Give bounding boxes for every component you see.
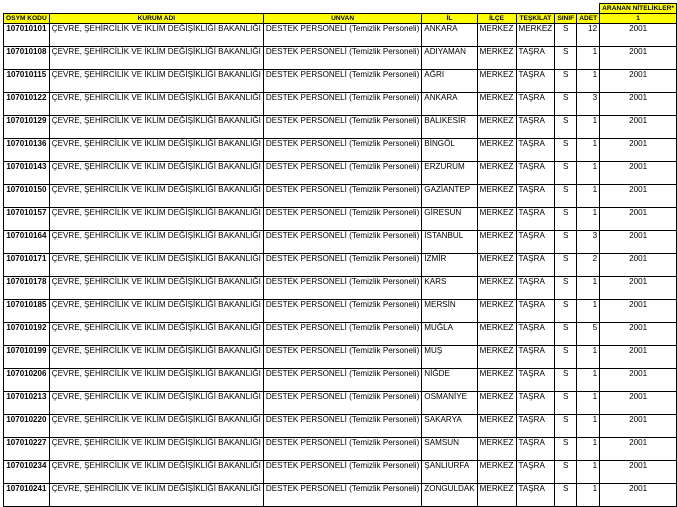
kurum-adi-cell: ÇEVRE, ŞEHİRCİLİK VE İKLİM DEĞİŞİKLİĞİ BAKANLIĞI — [49, 484, 263, 507]
teskilat-cell: TAŞRA — [516, 208, 555, 231]
il-cell: MUŞ — [422, 346, 477, 369]
osym-kodu-cell: 107010171 — [4, 254, 50, 277]
osym-kodu-cell: 107010213 — [4, 392, 50, 415]
sinif-cell: S — [555, 392, 577, 415]
teskilat-cell: TAŞRA — [516, 277, 555, 300]
kurum-adi-cell: ÇEVRE, ŞEHİRCİLİK VE İKLİM DEĞİŞİKLİĞİ BAKANLIĞI — [49, 231, 263, 254]
kurum-adi-cell: ÇEVRE, ŞEHİRCİLİK VE İKLİM DEĞİŞİKLİĞİ BAKANLIĞI — [49, 415, 263, 438]
sinif-cell: S — [555, 346, 577, 369]
kurum-adi-cell: ÇEVRE, ŞEHİRCİLİK VE İKLİM DEĞİŞİKLİĞİ BAKANLIĞI — [49, 369, 263, 392]
adet-cell: 1 — [577, 70, 600, 93]
kurum-adi-cell: ÇEVRE, ŞEHİRCİLİK VE İKLİM DEĞİŞİKLİĞİ BAKANLIĞI — [49, 116, 263, 139]
table-row — [4, 24, 677, 47]
header-aranan-nitelikler: ARANAN NİTELİKLER* — [600, 4, 677, 14]
table-row — [4, 438, 677, 461]
kurum-adi-cell: ÇEVRE, ŞEHİRCİLİK VE İKLİM DEĞİŞİKLİĞİ BAKANLIĞI — [49, 70, 263, 93]
adet-cell: 1 — [577, 47, 600, 70]
ilce-cell: MERKEZ — [477, 116, 516, 139]
adet-cell: 1 — [577, 415, 600, 438]
nitelik-cell: 2001 — [600, 484, 677, 507]
nitelik-cell: 2001 — [600, 323, 677, 346]
table-row — [4, 231, 677, 254]
nitelik-cell: 2001 — [600, 461, 677, 484]
sinif-cell: S — [555, 415, 577, 438]
ilce-cell: MERKEZ — [477, 139, 516, 162]
adet-cell: 1 — [577, 300, 600, 323]
unvan-cell: DESTEK PERSONELİ (Temizlik Personeli) — [263, 116, 421, 139]
nitelik-cell: 2001 — [600, 208, 677, 231]
il-cell: KARS — [422, 277, 477, 300]
adet-cell: 1 — [577, 139, 600, 162]
ilce-cell: MERKEZ — [477, 185, 516, 208]
teskilat-cell: TAŞRA — [516, 254, 555, 277]
header-unvan: UNVAN — [263, 14, 421, 24]
teskilat-cell: TAŞRA — [516, 461, 555, 484]
il-cell: MUĞLA — [422, 323, 477, 346]
kurum-adi-cell: ÇEVRE, ŞEHİRCİLİK VE İKLİM DEĞİŞİKLİĞİ BAKANLIĞI — [49, 277, 263, 300]
table-row — [4, 70, 677, 93]
nitelik-cell: 2001 — [600, 70, 677, 93]
header-adet: ADET — [577, 14, 600, 24]
table-row — [4, 254, 677, 277]
sinif-cell: S — [555, 47, 577, 70]
osym-kodu-cell: 107010199 — [4, 346, 50, 369]
table-row — [4, 369, 677, 392]
nitelik-cell: 2001 — [600, 277, 677, 300]
unvan-cell: DESTEK PERSONELİ (Temizlik Personeli) — [263, 484, 421, 507]
ilce-cell: MERKEZ — [477, 162, 516, 185]
ilce-cell: MERKEZ — [477, 24, 516, 47]
teskilat-cell: TAŞRA — [516, 231, 555, 254]
adet-cell: 1 — [577, 438, 600, 461]
sinif-cell: S — [555, 369, 577, 392]
unvan-cell: DESTEK PERSONELİ (Temizlik Personeli) — [263, 47, 421, 70]
table-row — [4, 139, 677, 162]
teskilat-cell: TAŞRA — [516, 346, 555, 369]
teskilat-cell: TAŞRA — [516, 369, 555, 392]
unvan-cell: DESTEK PERSONELİ (Temizlik Personeli) — [263, 185, 421, 208]
ilce-cell: MERKEZ — [477, 392, 516, 415]
ilce-cell: MERKEZ — [477, 484, 516, 507]
sinif-cell: S — [555, 323, 577, 346]
table-row — [4, 162, 677, 185]
kurum-adi-cell: ÇEVRE, ŞEHİRCİLİK VE İKLİM DEĞİŞİKLİĞİ BAKANLIĞI — [49, 300, 263, 323]
nitelik-cell: 2001 — [600, 24, 677, 47]
header-spacer — [4, 4, 600, 14]
positions-table — [3, 3, 677, 507]
sinif-cell: S — [555, 70, 577, 93]
unvan-cell: DESTEK PERSONELİ (Temizlik Personeli) — [263, 139, 421, 162]
unvan-cell: DESTEK PERSONELİ (Temizlik Personeli) — [263, 415, 421, 438]
il-cell: ADIYAMAN — [422, 47, 477, 70]
adet-cell: 2 — [577, 254, 600, 277]
il-cell: MERSİN — [422, 300, 477, 323]
il-cell: ANKARA — [422, 93, 477, 116]
nitelik-cell: 2001 — [600, 392, 677, 415]
teskilat-cell: TAŞRA — [516, 484, 555, 507]
ilce-cell: MERKEZ — [477, 47, 516, 70]
header-il: İL — [422, 14, 477, 24]
unvan-cell: DESTEK PERSONELİ (Temizlik Personeli) — [263, 162, 421, 185]
nitelik-cell: 2001 — [600, 369, 677, 392]
teskilat-cell: MERKEZ — [516, 24, 555, 47]
sinif-cell: S — [555, 185, 577, 208]
ilce-cell: MERKEZ — [477, 369, 516, 392]
il-cell: SAMSUN — [422, 438, 477, 461]
adet-cell: 1 — [577, 392, 600, 415]
nitelik-cell: 2001 — [600, 438, 677, 461]
il-cell: İSTANBUL — [422, 231, 477, 254]
unvan-cell: DESTEK PERSONELİ (Temizlik Personeli) — [263, 300, 421, 323]
osym-kodu-cell: 107010143 — [4, 162, 50, 185]
unvan-cell: DESTEK PERSONELİ (Temizlik Personeli) — [263, 438, 421, 461]
unvan-cell: DESTEK PERSONELİ (Temizlik Personeli) — [263, 93, 421, 116]
unvan-cell: DESTEK PERSONELİ (Temizlik Personeli) — [263, 24, 421, 47]
il-cell: İZMİR — [422, 254, 477, 277]
kurum-adi-cell: ÇEVRE, ŞEHİRCİLİK VE İKLİM DEĞİŞİKLİĞİ BAKANLIĞI — [49, 254, 263, 277]
osym-kodu-cell: 107010108 — [4, 47, 50, 70]
header-ilce: İLÇE — [477, 14, 516, 24]
teskilat-cell: TAŞRA — [516, 116, 555, 139]
osym-kodu-cell: 107010122 — [4, 93, 50, 116]
table-row — [4, 346, 677, 369]
nitelik-cell: 2001 — [600, 116, 677, 139]
kurum-adi-cell: ÇEVRE, ŞEHİRCİLİK VE İKLİM DEĞİŞİKLİĞİ BAKANLIĞI — [49, 93, 263, 116]
sinif-cell: S — [555, 231, 577, 254]
il-cell: ZONGULDAK — [422, 484, 477, 507]
teskilat-cell: TAŞRA — [516, 139, 555, 162]
unvan-cell: DESTEK PERSONELİ (Temizlik Personeli) — [263, 277, 421, 300]
table-body — [4, 24, 677, 507]
il-cell: OSMANİYE — [422, 392, 477, 415]
osym-kodu-cell: 107010206 — [4, 369, 50, 392]
ilce-cell: MERKEZ — [477, 93, 516, 116]
sinif-cell: S — [555, 300, 577, 323]
teskilat-cell: TAŞRA — [516, 93, 555, 116]
teskilat-cell: TAŞRA — [516, 438, 555, 461]
kurum-adi-cell: ÇEVRE, ŞEHİRCİLİK VE İKLİM DEĞİŞİKLİĞİ BAKANLIĞI — [49, 208, 263, 231]
sinif-cell: S — [555, 139, 577, 162]
il-cell: NİĞDE — [422, 369, 477, 392]
header-top-row — [4, 4, 677, 14]
nitelik-cell: 2001 — [600, 300, 677, 323]
table-row — [4, 185, 677, 208]
kurum-adi-cell: ÇEVRE, ŞEHİRCİLİK VE İKLİM DEĞİŞİKLİĞİ BAKANLIĞI — [49, 185, 263, 208]
nitelik-cell: 2001 — [600, 139, 677, 162]
nitelik-cell: 2001 — [600, 93, 677, 116]
unvan-cell: DESTEK PERSONELİ (Temizlik Personeli) — [263, 231, 421, 254]
adet-cell: 1 — [577, 162, 600, 185]
sinif-cell: S — [555, 162, 577, 185]
sinif-cell: S — [555, 438, 577, 461]
osym-kodu-cell: 107010227 — [4, 438, 50, 461]
kurum-adi-cell: ÇEVRE, ŞEHİRCİLİK VE İKLİM DEĞİŞİKLİĞİ BAKANLIĞI — [49, 461, 263, 484]
ilce-cell: MERKEZ — [477, 461, 516, 484]
kurum-adi-cell: ÇEVRE, ŞEHİRCİLİK VE İKLİM DEĞİŞİKLİĞİ BAKANLIĞI — [49, 47, 263, 70]
unvan-cell: DESTEK PERSONELİ (Temizlik Personeli) — [263, 461, 421, 484]
nitelik-cell: 2001 — [600, 346, 677, 369]
il-cell: BALIKESİR — [422, 116, 477, 139]
adet-cell: 1 — [577, 346, 600, 369]
unvan-cell: DESTEK PERSONELİ (Temizlik Personeli) — [263, 346, 421, 369]
unvan-cell: DESTEK PERSONELİ (Temizlik Personeli) — [263, 369, 421, 392]
osym-kodu-cell: 107010129 — [4, 116, 50, 139]
kurum-adi-cell: ÇEVRE, ŞEHİRCİLİK VE İKLİM DEĞİŞİKLİĞİ BAKANLIĞI — [49, 323, 263, 346]
nitelik-cell: 2001 — [600, 254, 677, 277]
osym-kodu-cell: 107010164 — [4, 231, 50, 254]
table-row — [4, 392, 677, 415]
header-sinif: SINIF — [555, 14, 577, 24]
osym-kodu-cell: 107010192 — [4, 323, 50, 346]
table-row — [4, 93, 677, 116]
il-cell: ŞANLIURFA — [422, 461, 477, 484]
osym-kodu-cell: 107010101 — [4, 24, 50, 47]
teskilat-cell: TAŞRA — [516, 185, 555, 208]
teskilat-cell: TAŞRA — [516, 70, 555, 93]
adet-cell: 1 — [577, 484, 600, 507]
unvan-cell: DESTEK PERSONELİ (Temizlik Personeli) — [263, 208, 421, 231]
sinif-cell: S — [555, 461, 577, 484]
nitelik-cell: 2001 — [600, 415, 677, 438]
ilce-cell: MERKEZ — [477, 254, 516, 277]
table-row — [4, 47, 677, 70]
osym-kodu-cell: 107010234 — [4, 461, 50, 484]
header-row — [4, 14, 677, 24]
il-cell: GAZİANTEP — [422, 185, 477, 208]
osym-kodu-cell: 107010241 — [4, 484, 50, 507]
osym-kodu-cell: 107010185 — [4, 300, 50, 323]
teskilat-cell: TAŞRA — [516, 162, 555, 185]
table-row — [4, 484, 677, 507]
table-row — [4, 415, 677, 438]
adet-cell: 1 — [577, 369, 600, 392]
sinif-cell: S — [555, 116, 577, 139]
ilce-cell: MERKEZ — [477, 323, 516, 346]
sinif-cell: S — [555, 24, 577, 47]
unvan-cell: DESTEK PERSONELİ (Temizlik Personeli) — [263, 323, 421, 346]
ilce-cell: MERKEZ — [477, 277, 516, 300]
ilce-cell: MERKEZ — [477, 415, 516, 438]
nitelik-cell: 2001 — [600, 162, 677, 185]
unvan-cell: DESTEK PERSONELİ (Temizlik Personeli) — [263, 70, 421, 93]
table-row — [4, 277, 677, 300]
table-row — [4, 323, 677, 346]
ilce-cell: MERKEZ — [477, 231, 516, 254]
adet-cell: 3 — [577, 93, 600, 116]
ilce-cell: MERKEZ — [477, 70, 516, 93]
kurum-adi-cell: ÇEVRE, ŞEHİRCİLİK VE İKLİM DEĞİŞİKLİĞİ BAKANLIĞI — [49, 24, 263, 47]
kurum-adi-cell: ÇEVRE, ŞEHİRCİLİK VE İKLİM DEĞİŞİKLİĞİ BAKANLIĞI — [49, 392, 263, 415]
ilce-cell: MERKEZ — [477, 438, 516, 461]
adet-cell: 1 — [577, 185, 600, 208]
il-cell: GİRESUN — [422, 208, 477, 231]
header-osym-kodu: ÖSYM KODU — [4, 14, 50, 24]
adet-cell: 1 — [577, 461, 600, 484]
adet-cell: 1 — [577, 208, 600, 231]
il-cell: ERZURUM — [422, 162, 477, 185]
header-kurum-adi: KURUM ADI — [49, 14, 263, 24]
unvan-cell: DESTEK PERSONELİ (Temizlik Personeli) — [263, 392, 421, 415]
adet-cell: 1 — [577, 277, 600, 300]
sinif-cell: S — [555, 93, 577, 116]
osym-kodu-cell: 107010220 — [4, 415, 50, 438]
table-row — [4, 208, 677, 231]
teskilat-cell: TAŞRA — [516, 415, 555, 438]
kurum-adi-cell: ÇEVRE, ŞEHİRCİLİK VE İKLİM DEĞİŞİKLİĞİ BAKANLIĞI — [49, 139, 263, 162]
il-cell: SAKARYA — [422, 415, 477, 438]
adet-cell: 3 — [577, 231, 600, 254]
table-row — [4, 300, 677, 323]
kurum-adi-cell: ÇEVRE, ŞEHİRCİLİK VE İKLİM DEĞİŞİKLİĞİ BAKANLIĞI — [49, 162, 263, 185]
teskilat-cell: TAŞRA — [516, 47, 555, 70]
adet-cell: 5 — [577, 323, 600, 346]
nitelik-cell: 2001 — [600, 185, 677, 208]
kurum-adi-cell: ÇEVRE, ŞEHİRCİLİK VE İKLİM DEĞİŞİKLİĞİ BAKANLIĞI — [49, 438, 263, 461]
unvan-cell: DESTEK PERSONELİ (Temizlik Personeli) — [263, 254, 421, 277]
osym-kodu-cell: 107010115 — [4, 70, 50, 93]
il-cell: AĞRI — [422, 70, 477, 93]
nitelik-cell: 2001 — [600, 47, 677, 70]
sinif-cell: S — [555, 254, 577, 277]
teskilat-cell: TAŞRA — [516, 323, 555, 346]
header-teskilat: TEŞKİLAT — [516, 14, 555, 24]
osym-kodu-cell: 107010150 — [4, 185, 50, 208]
sinif-cell: S — [555, 208, 577, 231]
adet-cell: 1 — [577, 116, 600, 139]
osym-kodu-cell: 107010136 — [4, 139, 50, 162]
teskilat-cell: TAŞRA — [516, 300, 555, 323]
osym-kodu-cell: 107010157 — [4, 208, 50, 231]
il-cell: ANKARA — [422, 24, 477, 47]
ilce-cell: MERKEZ — [477, 208, 516, 231]
sinif-cell: S — [555, 277, 577, 300]
sinif-cell: S — [555, 484, 577, 507]
table-row — [4, 116, 677, 139]
adet-cell: 12 — [577, 24, 600, 47]
osym-kodu-cell: 107010178 — [4, 277, 50, 300]
ilce-cell: MERKEZ — [477, 300, 516, 323]
teskilat-cell: TAŞRA — [516, 392, 555, 415]
ilce-cell: MERKEZ — [477, 346, 516, 369]
il-cell: BİNGÖL — [422, 139, 477, 162]
table-row — [4, 461, 677, 484]
header-aranan-sub: 1 — [600, 14, 677, 24]
nitelik-cell: 2001 — [600, 231, 677, 254]
kurum-adi-cell: ÇEVRE, ŞEHİRCİLİK VE İKLİM DEĞİŞİKLİĞİ BAKANLIĞI — [49, 346, 263, 369]
